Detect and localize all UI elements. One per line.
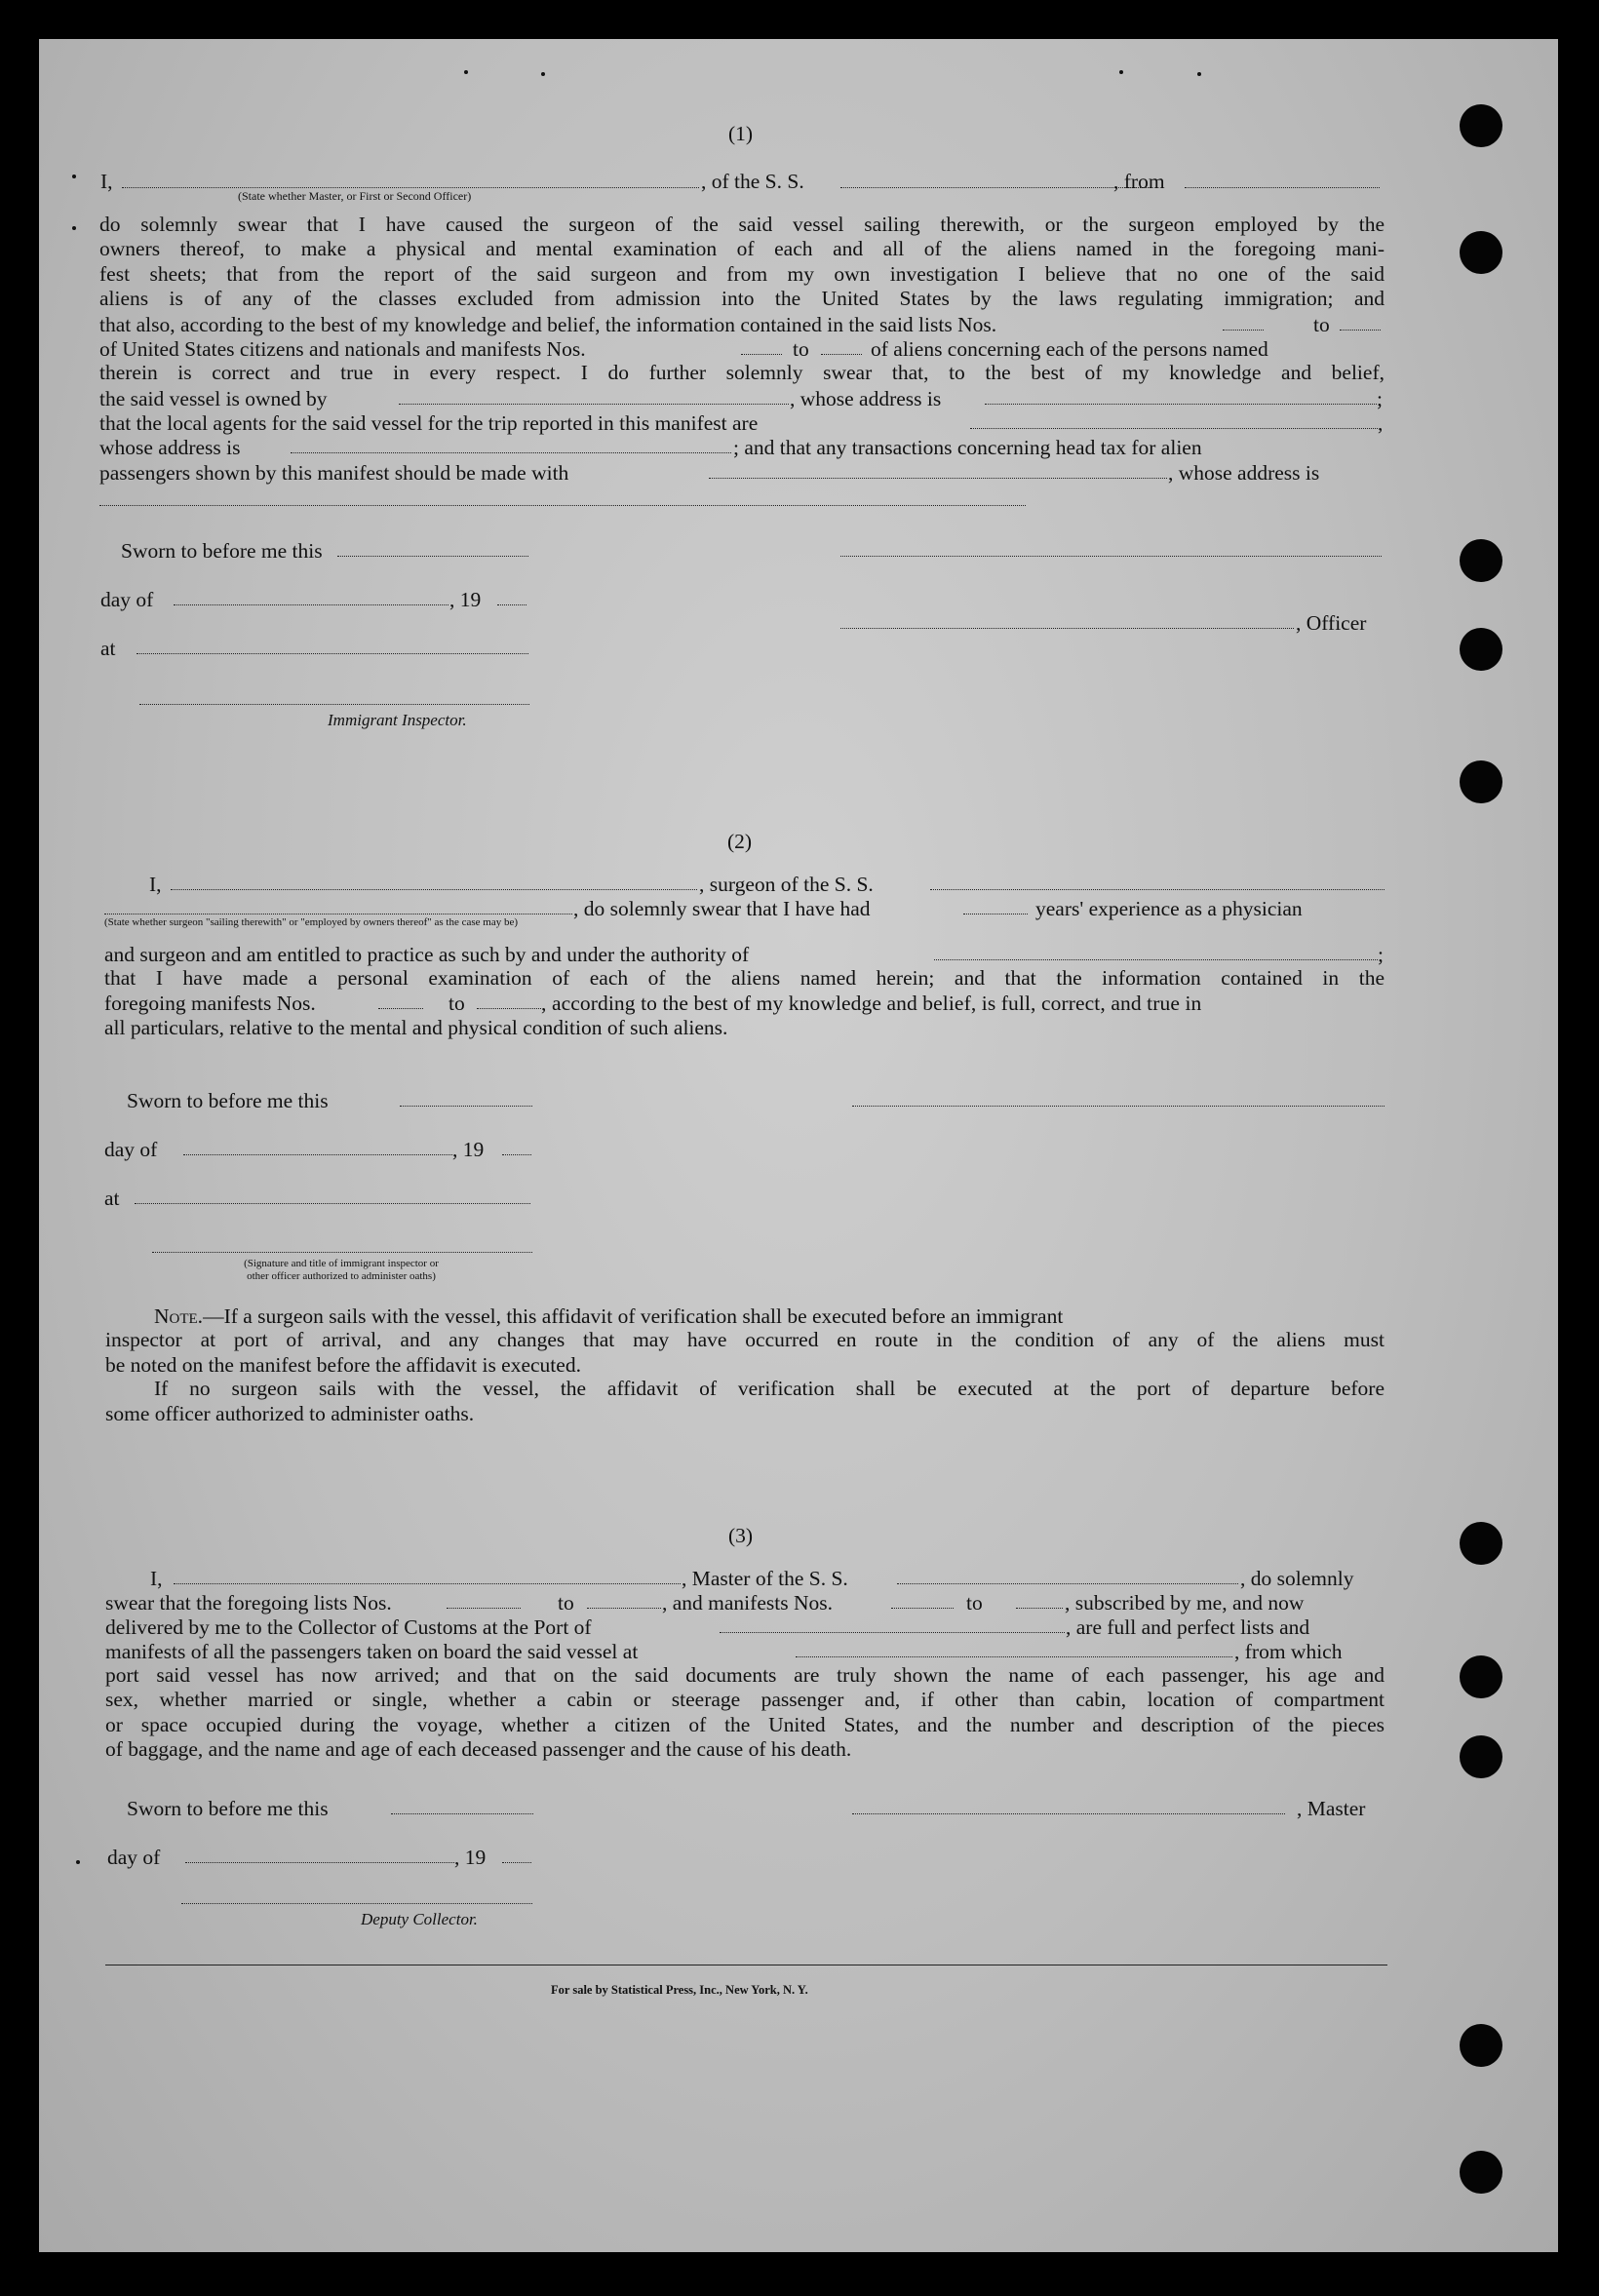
s3-master-label: , Master [1297,1797,1366,1820]
s1-at: at [100,637,116,660]
s1-line: passengers shown by this manifest should be made with [99,461,569,485]
s1-inspector-field[interactable] [139,704,529,705]
s2-according: , according to the best of my knowledge and belief, is full, correct, and true in [541,992,1202,1015]
s2-sworn: Sworn to before me this [127,1089,329,1112]
s2-authority-field[interactable] [934,959,1378,960]
speck [1119,70,1123,74]
s3-lists-to-field[interactable] [587,1608,661,1609]
s2-year: , 19 [452,1138,485,1161]
s3-line: or space occupied during the voyage, whether a citizen of the United States, and the number and description of the pieces [105,1712,1384,1736]
s1-agents-field[interactable] [970,428,1378,429]
s1-line: fest sheets; that from the report of the said surgeon and from my own investigation I believe that no one of the said [99,261,1384,286]
s2-surgeon-note: (State whether surgeon "sailing therewith" or "employed by owners thereof" as the case may be) [104,916,519,928]
s2-line: all particulars, relative to the mental and physical condition of such aliens. [104,1016,728,1039]
punch-hole [1460,1522,1502,1565]
s2-I: I, [149,873,162,896]
speck [76,1860,80,1864]
s2-note-line: If no surgeon sails with the vessel, the affidavit of verification shall be executed at the port of departure before [154,1377,1384,1400]
s1-officer-label: , Officer [1296,611,1367,635]
s2-surgeon-of-ss: , surgeon of the S. S. [699,873,874,896]
s1-of-aliens: of aliens concerning each of the persons named [871,337,1268,361]
s2-line: and surgeon and am entitled to practice as such by and under the authority of [104,943,750,966]
s3-are-full: , are full and perfect lists and [1066,1615,1310,1639]
s3-lists-from-field[interactable] [447,1608,521,1609]
s1-semicolon: ; [1377,387,1383,410]
s3-body [105,1663,1384,1762]
s3-master-name-field[interactable] [174,1583,681,1584]
s1-line: therein is correct and true in every respect. I do further solemnly swear that, to the best of my knowledge and belief, [99,361,1384,384]
s1-whose-address-end: , whose address is [1168,461,1320,485]
s1-day-field[interactable] [174,604,448,605]
s1-lists-from-field[interactable] [1223,330,1264,331]
speck [72,226,76,230]
s1-body [99,213,1384,311]
s3-year: , 19 [454,1846,487,1869]
s1-manifests-from-field[interactable] [741,354,782,355]
s2-years-exp: years' experience as a physician [1035,897,1303,920]
punch-hole [1460,2151,1502,2194]
s1-line: the said vessel is owned by [99,387,328,410]
s1-comma: , [1378,411,1384,435]
speck [72,175,76,178]
s1-year: , 19 [449,588,482,611]
s3-from-which: , from which [1234,1640,1343,1663]
s1-officer-note: (State whether Master, or First or Second Officer) [238,189,472,203]
s3-sworn-date-field[interactable] [391,1813,533,1814]
s2-at-field[interactable] [135,1203,530,1204]
s2-note-body-b [154,1377,1384,1401]
s3-to-2: to [966,1591,983,1615]
s1-line: owners thereof, to make a physical and mental examination of each and all of the aliens named in the foregoing mani- [99,237,1384,261]
s3-deputy-label: Deputy Collector. [361,1910,478,1928]
s2-note-line [154,1304,1063,1329]
s1-owner-field[interactable] [399,404,789,405]
s1-body-b [99,361,1384,385]
punch-hole [1460,104,1502,147]
printer-credit: For sale by Statistical Press, Inc., New York, N. Y. [551,1983,808,1997]
s2-type-field[interactable] [104,914,572,915]
s1-line: that also, according to the best of my knowledge and belief, the information contained in the said lists Nos. [99,313,997,336]
s3-boarding-port-field[interactable] [796,1656,1232,1657]
s2-signature-field[interactable] [852,1106,1384,1107]
s3-deputy-field[interactable] [181,1903,532,1904]
s1-sworn: Sworn to before me this [121,539,323,563]
s1-year-field[interactable] [497,604,526,605]
s1-line: that the local agents for the said vessel for the trip reported in this manifest are [99,411,759,435]
s2-manifests-from-field[interactable] [378,1008,423,1009]
s3-port-field[interactable] [720,1632,1065,1633]
s3-delivered: delivered by me to the Collector of Customs at the Port of [105,1615,592,1639]
s3-and-manifests: , and manifests Nos. [662,1591,833,1615]
s3-I: I, [150,1567,163,1590]
s2-day-field[interactable] [183,1154,452,1155]
s1-I: I, [100,170,113,193]
punch-hole [1460,760,1502,803]
punch-hole [1460,1655,1502,1698]
s2-sworn-date-field[interactable] [400,1106,532,1107]
speck [1197,72,1201,76]
s1-ship-name-field[interactable] [840,187,1150,188]
s1-lists-to-field[interactable] [1340,330,1381,331]
s1-to-b: to [793,337,809,361]
s1-line: do solemnly swear that I have caused the surgeon of the said vessel sailing therewith, or the surgeon employed by the [99,213,1384,236]
s1-day-of: day of [100,588,154,611]
s2-note-body [105,1328,1384,1352]
s2-at: at [104,1187,120,1210]
s3-line: of baggage, and the name and age of each deceased passenger and the cause of his death. [105,1736,852,1761]
s1-line: aliens is of any of the classes excluded from admission into the United States by the laws regulating immigration; and [99,286,1384,310]
s2-note-line: some officer authorized to administer oaths. [105,1402,475,1425]
punch-hole [1460,539,1502,582]
s3-subscribed: , subscribed by me, and now [1065,1591,1305,1615]
s3-ship-name-field[interactable] [897,1583,1238,1584]
s1-signature-field[interactable] [840,556,1382,557]
s3-swear-lists: swear that the foregoing lists Nos. [105,1591,392,1615]
s1-head-tax-party-field[interactable] [709,478,1167,479]
s3-signature-field[interactable] [852,1813,1285,1814]
s3-day-of: day of [107,1846,161,1869]
s2-note-text: —If a surgeon sails with the vessel, this affidavit of verification shall be executed before an immigrant [203,1304,1064,1328]
s3-manifests-from-field[interactable] [891,1608,954,1609]
punch-hole [1460,628,1502,671]
s2-note-label: Note. [154,1304,204,1328]
s1-of-ss: , of the S. S. [701,170,804,193]
speck [541,72,545,76]
s2-to: to [448,992,465,1015]
s2-day-of: day of [104,1138,158,1161]
s1-from-port-field[interactable] [1185,187,1380,188]
s2-manifests-to-field[interactable] [477,1008,541,1009]
s3-year-field[interactable] [502,1862,531,1863]
s3-day-field[interactable] [185,1862,454,1863]
s3-manifests-all: manifests of all the passengers taken on board the said vessel at [105,1640,639,1663]
s2-surgeon-name-field[interactable] [171,889,697,890]
manifest-affidavit-page [39,39,1558,2252]
s2-signature-note-1: (Signature and title of immigrant inspector or [244,1258,439,1269]
s2-line: foregoing manifests Nos. [104,992,316,1015]
s2-ship-name-field[interactable] [930,889,1384,890]
s1-line: of United States citizens and nationals and manifests Nos. [99,337,586,361]
speck [464,70,468,74]
s1-head-tax: ; and that any transactions concerning head tax for alien [733,436,1202,459]
s2-signature-note-2: other officer authorized to administer oaths) [247,1270,436,1282]
s1-sworn-date-field[interactable] [337,556,528,557]
punch-hole [1460,1735,1502,1778]
s1-manifests-to-field[interactable] [821,354,862,355]
s3-sworn: Sworn to before me this [127,1797,329,1820]
s2-years-field[interactable] [963,914,1028,915]
s2-line: that I have made a personal examination of each of the aliens named herein; and that the information contained in the [104,966,1384,990]
s3-do-solemnly: , do solemnly [1240,1567,1354,1590]
punch-hole [1460,2024,1502,2067]
s1-owner-address-field[interactable] [985,404,1377,405]
s2-body [104,966,1384,991]
s1-inspector-label: Immigrant Inspector. [328,711,467,729]
punch-hole [1460,231,1502,274]
s2-note-line: be noted on the manifest before the affidavit is executed. [105,1353,581,1377]
s3-master-of-ss: , Master of the S. S. [682,1567,848,1590]
s1-head-tax-address-field[interactable] [99,505,1026,506]
s1-whose-address: , whose address is [790,387,942,410]
section-3-number: (3) [728,1524,754,1547]
s1-agents-address-field[interactable] [291,452,731,453]
s1-at-field[interactable] [136,653,528,654]
s3-to-1: to [558,1591,574,1615]
s3-line: port said vessel has now arrived; and that on the said documents are truly shown the name of each passenger, his age and [105,1663,1384,1687]
s1-officer-name-field[interactable] [122,187,699,188]
s2-inspector-field[interactable] [152,1252,532,1253]
s2-do-solemnly: , do solemnly swear that I have had [573,897,871,920]
s1-officer-field[interactable] [840,628,1294,629]
s1-line: whose address is [99,436,241,459]
s1-from: , from [1113,170,1165,193]
s3-line: sex, whether married or single, whether a cabin or steerage passenger and, if other than cabin, location of compartment [105,1688,1384,1712]
s2-note-line: inspector at port of arrival, and any changes that may have occurred en route in the condition of any of the aliens must [105,1328,1384,1351]
section-1-number: (1) [728,122,754,145]
s2-signature-note [146,1258,536,1283]
s2-semicolon: ; [1378,943,1384,966]
s1-to: to [1313,313,1330,336]
s2-year-field[interactable] [502,1154,531,1155]
s3-manifests-to-field[interactable] [1016,1608,1063,1609]
section-2-number: (2) [727,830,753,853]
